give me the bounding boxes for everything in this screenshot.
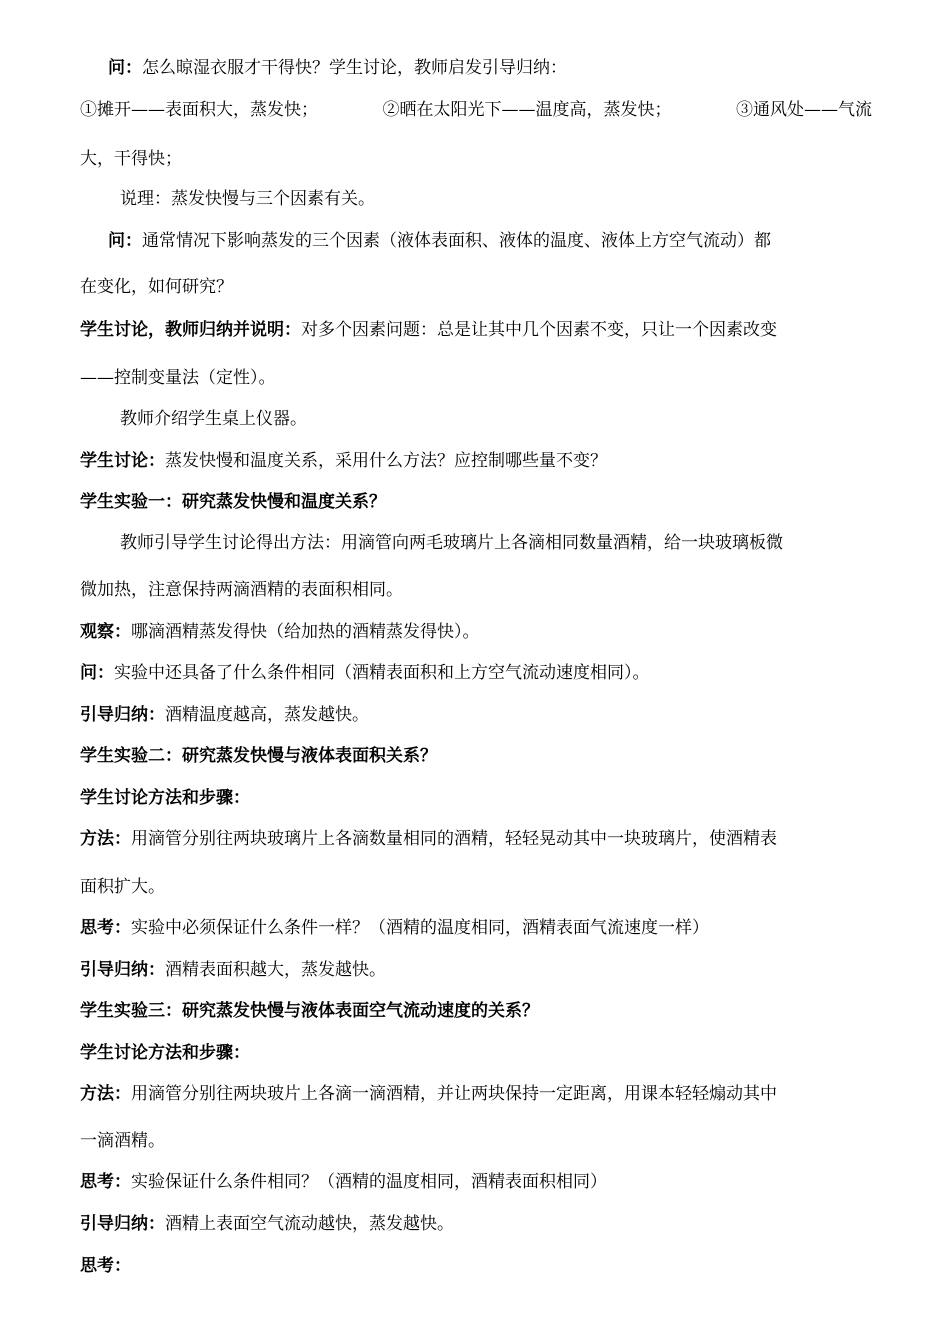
text-thinking-2: 实验中必须保证什么条件一样？（酒精的温度相同，酒精表面气流速度一样）	[131, 918, 709, 938]
text-thinking-3: 实验保证什么条件相同？（酒精的温度相同，酒精表面积相同）	[131, 1172, 607, 1192]
paragraph-control-variable	[80, 318, 872, 342]
paragraph-explanation	[120, 187, 872, 211]
text-conclusion-3: 酒精上表面空气流动越快，蒸发越快。	[165, 1214, 454, 1234]
label-student-discussion-summary: 学生讨论，教师归纳并说明：	[80, 320, 301, 340]
label-conclusion: 引导归纳：	[80, 1214, 165, 1234]
text-conclusion-2: 酒精表面积越大，蒸发越快。	[165, 960, 386, 980]
heading-discussion-steps-2	[80, 786, 872, 810]
text-method-1: 教师引导学生讨论得出方法：用滴管向两毛玻璃片上各滴相同数量酒精，给一块玻璃板微	[120, 533, 783, 553]
text-explanation: 说理：蒸发快慢与三个因素有关。	[120, 189, 375, 209]
paragraph-thinking-final	[80, 1254, 872, 1278]
label-thinking: 思考：	[80, 918, 131, 938]
label-question: 问：	[108, 231, 142, 251]
text-instruments: 教师介绍学生桌上仪器。	[120, 409, 307, 429]
paragraph-question-three-factors	[108, 229, 872, 253]
text-control-variable-cont: ——控制变量法（定性）。	[80, 368, 276, 388]
paragraph-drying-factors	[80, 98, 872, 122]
paragraph-observation	[80, 620, 872, 644]
paragraph-drying-factors-cont	[80, 147, 872, 171]
text-observation: 哪滴酒精蒸发得快（给加热的酒精蒸发得快）。	[131, 622, 480, 642]
text-experiment-1: 学生实验一：研究蒸发快慢和温度关系？	[80, 492, 386, 512]
paragraph-method-2-cont	[80, 875, 872, 899]
paragraph-method-3-cont	[80, 1129, 872, 1153]
text-discussion-steps-3: 学生讨论方法和步骤：	[80, 1043, 250, 1063]
paragraph-method-3	[80, 1082, 872, 1106]
text-three-factors: 通常情况下影响蒸发的三个因素（液体表面积、液体的温度、液体上方空气流动）都	[142, 231, 771, 251]
paragraph-method-2	[80, 827, 872, 851]
label-thinking: 思考：	[80, 1172, 131, 1192]
paragraph-thinking-3	[80, 1170, 872, 1194]
label-question: 问：	[80, 663, 114, 683]
factor-item-3-cont: 大，干得快；	[80, 149, 182, 169]
paragraph-instruments	[120, 407, 872, 431]
factor-item-2: ②晒在太阳光下——温度高，蒸发快；	[382, 100, 672, 120]
label-observation: 观察：	[80, 622, 131, 642]
text-experiment-2: 学生实验二：研究蒸发快慢与液体表面积关系？	[80, 746, 437, 766]
label-question: 问：	[108, 58, 142, 78]
paragraph-conclusion-3	[80, 1212, 872, 1236]
paragraph-method-1-cont	[80, 578, 872, 602]
label-conclusion: 引导归纳：	[80, 960, 165, 980]
heading-experiment-1	[80, 490, 872, 514]
text-conclusion-1: 酒精温度越高，蒸发越快。	[165, 705, 369, 725]
text-method-2-cont: 面积扩大。	[80, 877, 165, 897]
text-discussion-steps-2: 学生讨论方法和步骤：	[80, 788, 250, 808]
text-method-3: 用滴管分别往两块玻片上各滴一滴酒精，并让两块保持一定距离，用课本轻轻煽动其中	[131, 1084, 777, 1104]
text-method-1-cont: 微加热，注意保持两滴酒精的表面积相同。	[80, 580, 403, 600]
label-thinking: 思考：	[80, 1256, 131, 1276]
paragraph-conclusion-2	[80, 958, 872, 982]
label-student-discussion: 学生讨论：	[80, 451, 165, 471]
paragraph-question-drying	[108, 56, 872, 80]
label-conclusion: 引导归纳：	[80, 705, 165, 725]
heading-experiment-2	[80, 744, 872, 768]
heading-experiment-3	[80, 999, 872, 1023]
text-three-factors-cont: 在变化，如何研究？	[80, 277, 233, 297]
text-experiment-3: 学生实验三：研究蒸发快慢与液体表面空气流动速度的关系？	[80, 1001, 539, 1021]
text-student-discussion: 蒸发快慢和温度关系，采用什么方法？应控制哪些量不变？	[165, 451, 607, 471]
text-question-drying: 怎么晾湿衣服才干得快？学生讨论，教师启发引导归纳：	[142, 58, 567, 78]
label-method: 方法：	[80, 1084, 131, 1104]
paragraph-question-conditions	[80, 661, 872, 685]
text-method-2: 用滴管分别往两块玻璃片上各滴数量相同的酒精，轻轻晃动其中一块玻璃片，使酒精表	[131, 829, 777, 849]
paragraph-student-discussion	[80, 449, 872, 473]
paragraph-method-1	[120, 531, 872, 555]
factor-item-3: ③通风处——气流	[736, 100, 872, 120]
text-control-variable: 对多个因素问题：总是让其中几个因素不变，只让一个因素改变	[301, 320, 777, 340]
label-method: 方法：	[80, 829, 131, 849]
text-method-3-cont: 一滴酒精。	[80, 1131, 165, 1151]
factor-item-1: ①摊开——表面积大，蒸发快；	[80, 100, 318, 120]
paragraph-question-three-factors-cont	[80, 275, 872, 299]
paragraph-conclusion-1	[80, 703, 872, 727]
heading-discussion-steps-3	[80, 1041, 872, 1065]
paragraph-thinking-2	[80, 916, 872, 940]
paragraph-control-variable-cont	[80, 366, 872, 390]
text-question-conditions: 实验中还具备了什么条件相同（酒精表面积和上方空气流动速度相同）。	[114, 663, 650, 683]
